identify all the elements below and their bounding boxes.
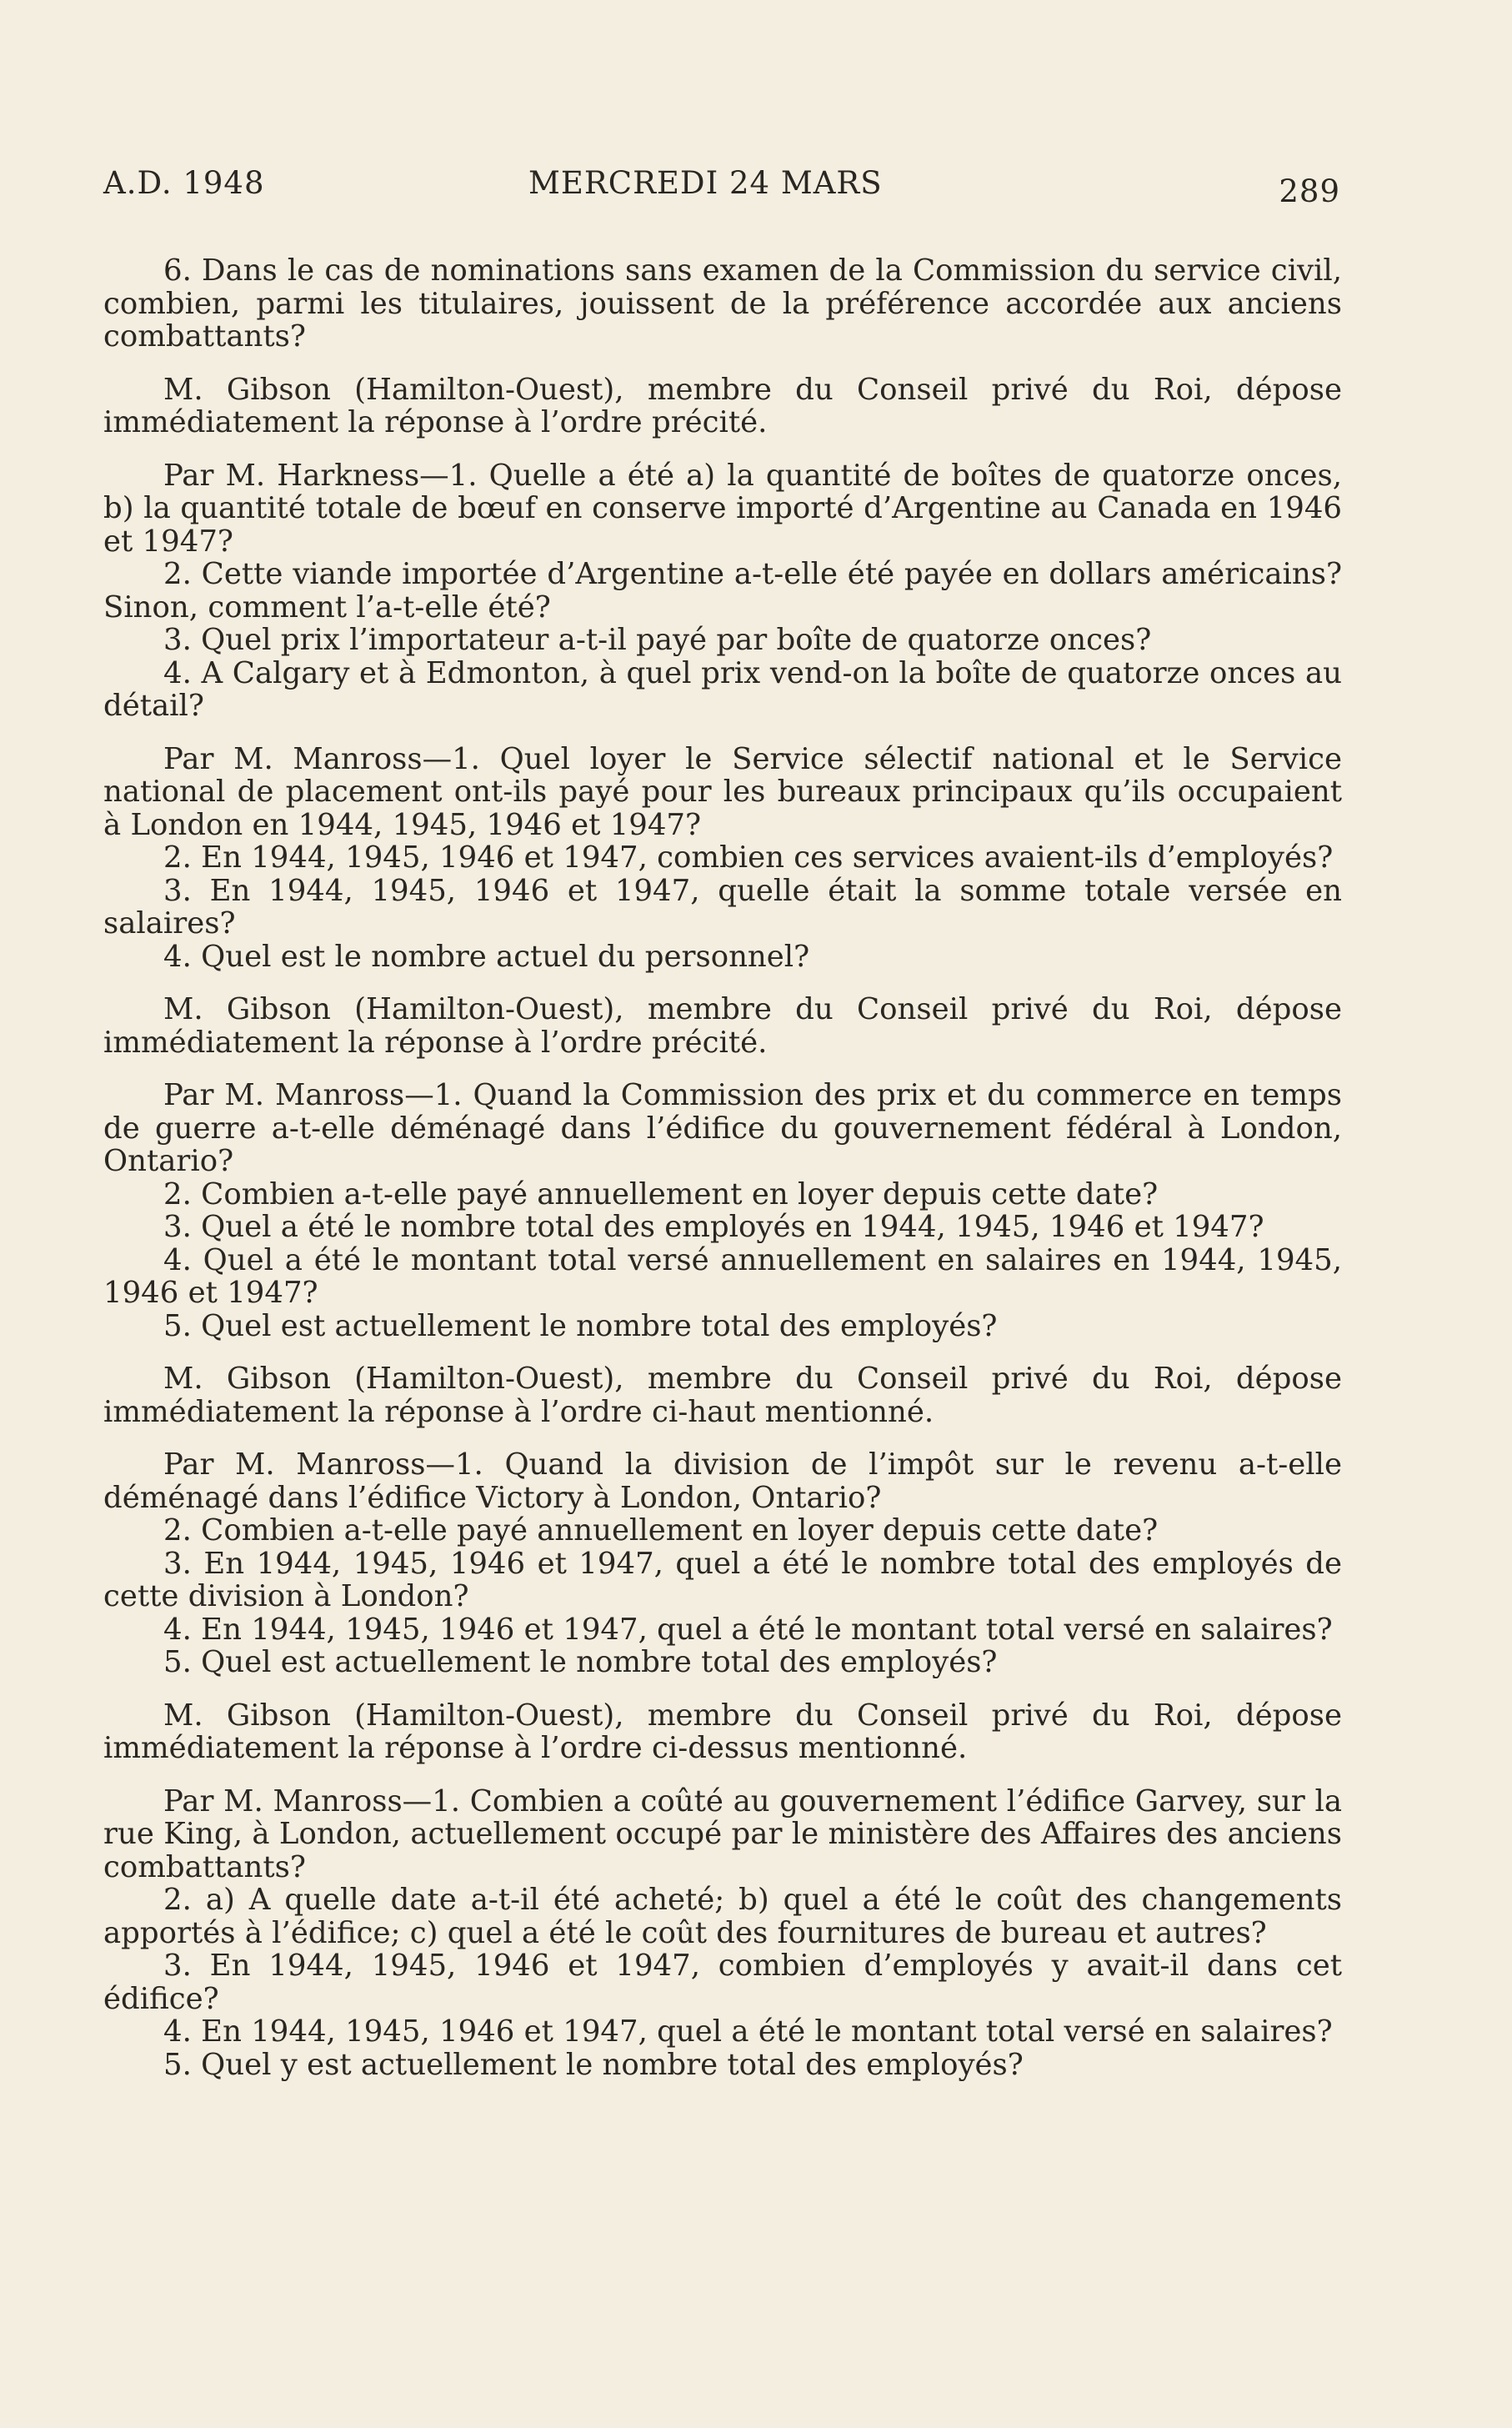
paragraph: 3. En 1944, 1945, 1946 et 1947, combien d’employés y avait-il dans cet édifice? xyxy=(103,1949,1342,2016)
paragraph: M. Gibson (Hamilton-Ouest), membre du Conseil privé du Roi, dépose immédiatement la réponse à l’ordre précité. xyxy=(103,992,1342,1060)
paragraph: 3. En 1944, 1945, 1946 et 1947, quel a été le nombre total des employés de cette division à London? xyxy=(103,1546,1342,1613)
paragraph: Par M. Manross—1. Combien a coûté au gouvernement l’édifice Garvey, sur la rue King, à London, actuellement occupé par le ministère des Affaires des anciens combattants? xyxy=(103,1783,1342,1884)
response-block xyxy=(103,374,1342,439)
paragraph: 6. Dans le cas de nominations sans examen de la Commission du service civil, combien, parmi les titulaires, jouissent de la préférence accordée aux anciens combattants? xyxy=(103,253,1342,354)
paragraph: 4. En 1944, 1945, 1946 et 1947, quel a été le montant total versé en salaires? xyxy=(163,1612,1333,1647)
paragraph: 2. a) A quelle date a-t-il été acheté; b) quel a été le coût des changements apportés à l’édifice; c) quel a été le coût des fournitures de bureau et autres? xyxy=(103,1883,1342,1950)
paragraph: 3. En 1944, 1945, 1946 et 1947, quelle était la somme totale versée en salaires? xyxy=(103,873,1342,941)
header-date: MERCREDI 24 MARS xyxy=(528,165,883,201)
response-block xyxy=(103,1699,1342,1765)
page-header xyxy=(103,165,1340,207)
paragraph: 2. Combien a-t-elle payé annuellement en loyer depuis cette date? xyxy=(163,1513,1159,1548)
paragraph: 3. Quel a été le nombre total des employés en 1944, 1945, 1946 et 1947? xyxy=(163,1210,1264,1244)
paragraph: 3. Quel prix l’importateur a-t-il payé par boîte de quatorze onces? xyxy=(163,623,1152,657)
paragraph: Par M. Manross—1. Quand la Commission des prix et du commerce en temps de guerre a-t-elle déménagé dans l’édifice du gouvernement fédéral à London, Ontario? xyxy=(103,1078,1342,1178)
paragraph: Par M. Manross—1. Quand la division de l’impôt sur le revenu a-t-elle déménagé dans l’édifice Victory à London, Ontario? xyxy=(103,1447,1342,1515)
paragraph: M. Gibson (Hamilton-Ouest), membre du Conseil privé du Roi, dépose immédiatement la réponse à l’ordre ci-haut mentionné. xyxy=(103,1362,1342,1429)
paragraph: 2. En 1944, 1945, 1946 et 1947, combien ces services avaient-ils d’employés? xyxy=(163,840,1334,875)
response-block xyxy=(103,993,1342,1059)
paragraph: 2. Cette viande importée d’Argentine a-t-elle été payée en dollars américains? Sinon, comment l’a-t-elle été? xyxy=(103,557,1342,625)
paragraph: M. Gibson (Hamilton-Ouest), membre du Conseil privé du Roi, dépose immédiatement la réponse à l’ordre précité. xyxy=(103,372,1342,439)
question-block-manross-3 xyxy=(103,1448,1342,1679)
paragraph: 5. Quel est actuellement le nombre total des employés? xyxy=(163,1645,998,1679)
paragraph: 4. Quel a été le montant total versé annuellement en salaires en 1944, 1945, 1946 et 1947? xyxy=(103,1242,1342,1310)
page-number: 289 xyxy=(1279,173,1340,209)
question-block-harkness xyxy=(103,459,1342,723)
header-year: A.D. 1948 xyxy=(103,165,265,201)
question-block-manross-4 xyxy=(103,1785,1342,2082)
question-block-manross-1 xyxy=(103,743,1342,974)
paragraph: 4. En 1944, 1945, 1946 et 1947, quel a été le montant total versé en salaires? xyxy=(163,2014,1333,2049)
paragraph: 5. Quel y est actuellement le nombre total des employés? xyxy=(163,2047,1024,2082)
paragraph: 4. A Calgary et à Edmonton, à quel prix vend-on la boîte de quatorze onces au détail? xyxy=(103,655,1342,723)
paragraph: 5. Quel est actuellement le nombre total des employés? xyxy=(163,1308,998,1343)
response-block xyxy=(103,1362,1342,1428)
question-block-6 xyxy=(103,254,1342,354)
question-block-manross-2 xyxy=(103,1079,1342,1342)
paragraph: Par M. Harkness—1. Quelle a été a) la quantité de boîtes de quatorze onces, b) la quantité totale de bœuf en conserve importé d’Argentine au Canada en 1946 et 1947? xyxy=(103,458,1342,559)
document-body xyxy=(103,254,1342,2101)
paragraph: 2. Combien a-t-elle payé annuellement en loyer depuis cette date? xyxy=(163,1176,1159,1211)
paragraph: 4. Quel est le nombre actuel du personnel? xyxy=(163,939,810,974)
paragraph: Par M. Manross—1. Quel loyer le Service sélectif national et le Service national de placement ont-ils payé pour les bureaux principaux qu’ils occupaient à London en 1944, 1945, 1946 et 1947? xyxy=(103,741,1342,842)
paragraph: M. Gibson (Hamilton-Ouest), membre du Conseil privé du Roi, dépose immédiatement la réponse à l’ordre ci-dessus mentionné. xyxy=(103,1698,1342,1765)
